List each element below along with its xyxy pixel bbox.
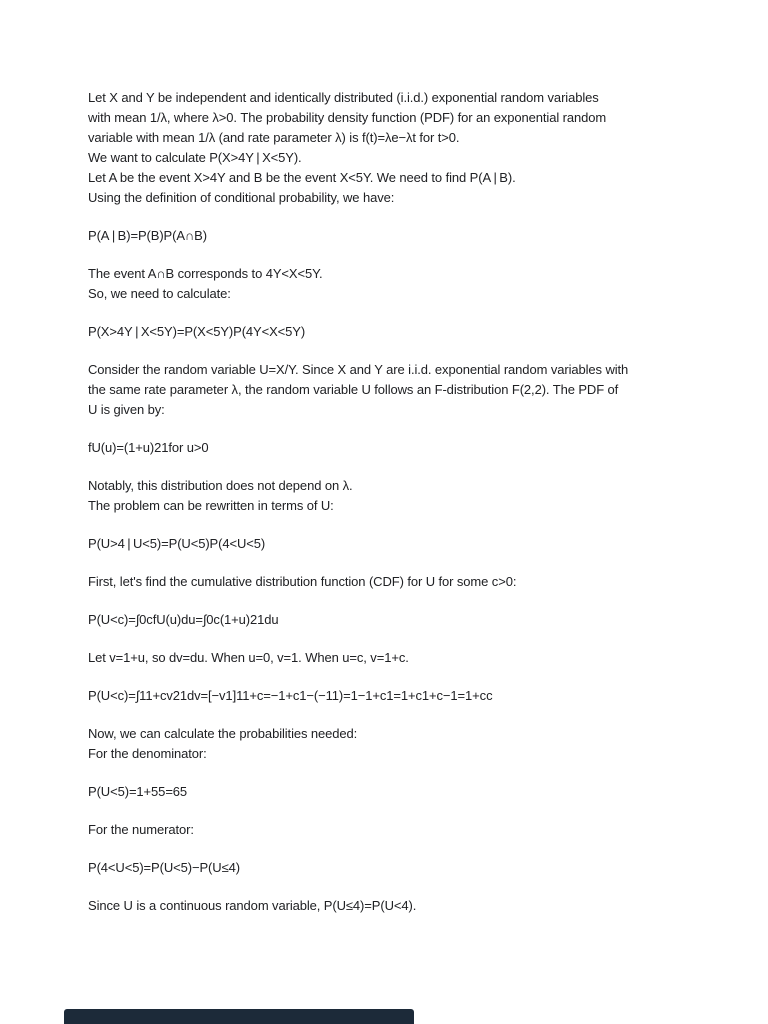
paragraph [88, 648, 698, 668]
paragraph [88, 820, 698, 840]
text-line: with mean 1/λ, where λ>0. The probability density function (PDF) for an exponential random [88, 110, 607, 125]
bottom-bar [64, 1009, 414, 1024]
text-line: Notably, this distribution does not depend on λ. [88, 478, 353, 493]
text-line: For the denominator: [88, 746, 207, 761]
text-line: First, let's find the cumulative distribution function (CDF) for U for some c>0: [88, 574, 517, 589]
text-line: The event A∩B corresponds to 4Y<X<5Y. [88, 266, 323, 281]
text-line: Consider the random variable U=X/Y. Since X and Y are i.i.d. exponential random variables with [88, 362, 629, 377]
document-content [88, 88, 698, 934]
text-line: Using the definition of conditional probability, we have: [88, 190, 395, 205]
text-line: U is given by: [88, 402, 165, 417]
paragraph [88, 360, 698, 420]
paragraph [88, 572, 698, 592]
paragraph [88, 88, 698, 208]
text-line: For the numerator: [88, 822, 194, 837]
text-line: Now, we can calculate the probabilities needed: [88, 726, 358, 741]
text-line: Let X and Y be independent and identically distributed (i.i.d.) exponential random variables [88, 90, 599, 105]
text-line: the same rate parameter λ, the random variable U follows an F-distribution F(2,2). The PDF of [88, 382, 619, 397]
text-line: The problem can be rewritten in terms of U: [88, 498, 334, 513]
text-line: We want to calculate P(X>4Y | X<5Y). [88, 150, 302, 165]
paragraph [88, 858, 698, 878]
paragraph [88, 782, 698, 802]
text-line: fU(u)=(1+u)21for u>0 [88, 440, 209, 455]
text-line: Let v=1+u, so dv=du. When u=0, v=1. When u=c, v=1+c. [88, 650, 409, 665]
paragraph [88, 264, 698, 304]
text-line: P(A | B)=P(B)P(A∩B) [88, 228, 207, 243]
text-line: P(4<U<5)=P(U<5)−P(U≤4) [88, 860, 240, 875]
text-line: P(U>4 | U<5)=P(U<5)P(4<U<5) [88, 536, 266, 551]
text-line: P(U<c)=∫11+cv21dv=[−v1]11+c=−1+c1−(−11)=1−1+c1=1+c1+c−1=1+cc [88, 688, 493, 703]
paragraph [88, 226, 698, 246]
text-line: So, we need to calculate: [88, 286, 231, 301]
paragraph [88, 438, 698, 458]
text-line: variable with mean 1/λ (and rate parameter λ) is f(t)=λe−λt for t>0. [88, 130, 460, 145]
paragraph [88, 610, 698, 630]
paragraph [88, 686, 698, 706]
text-line: Let A be the event X>4Y and B be the event X<5Y. We need to find P(A | B). [88, 170, 516, 185]
text-line: Since U is a continuous random variable, P(U≤4)=P(U<4). [88, 898, 417, 913]
paragraph [88, 896, 698, 916]
paragraph [88, 322, 698, 342]
paragraph [88, 724, 698, 764]
text-line: P(X>4Y | X<5Y)=P(X<5Y)P(4Y<X<5Y) [88, 324, 306, 339]
text-line: P(U<5)=1+55=65 [88, 784, 188, 799]
paragraph [88, 534, 698, 554]
paragraph [88, 476, 698, 516]
text-line: P(U<c)=∫0cfU(u)du=∫0c(1+u)21du [88, 612, 279, 627]
